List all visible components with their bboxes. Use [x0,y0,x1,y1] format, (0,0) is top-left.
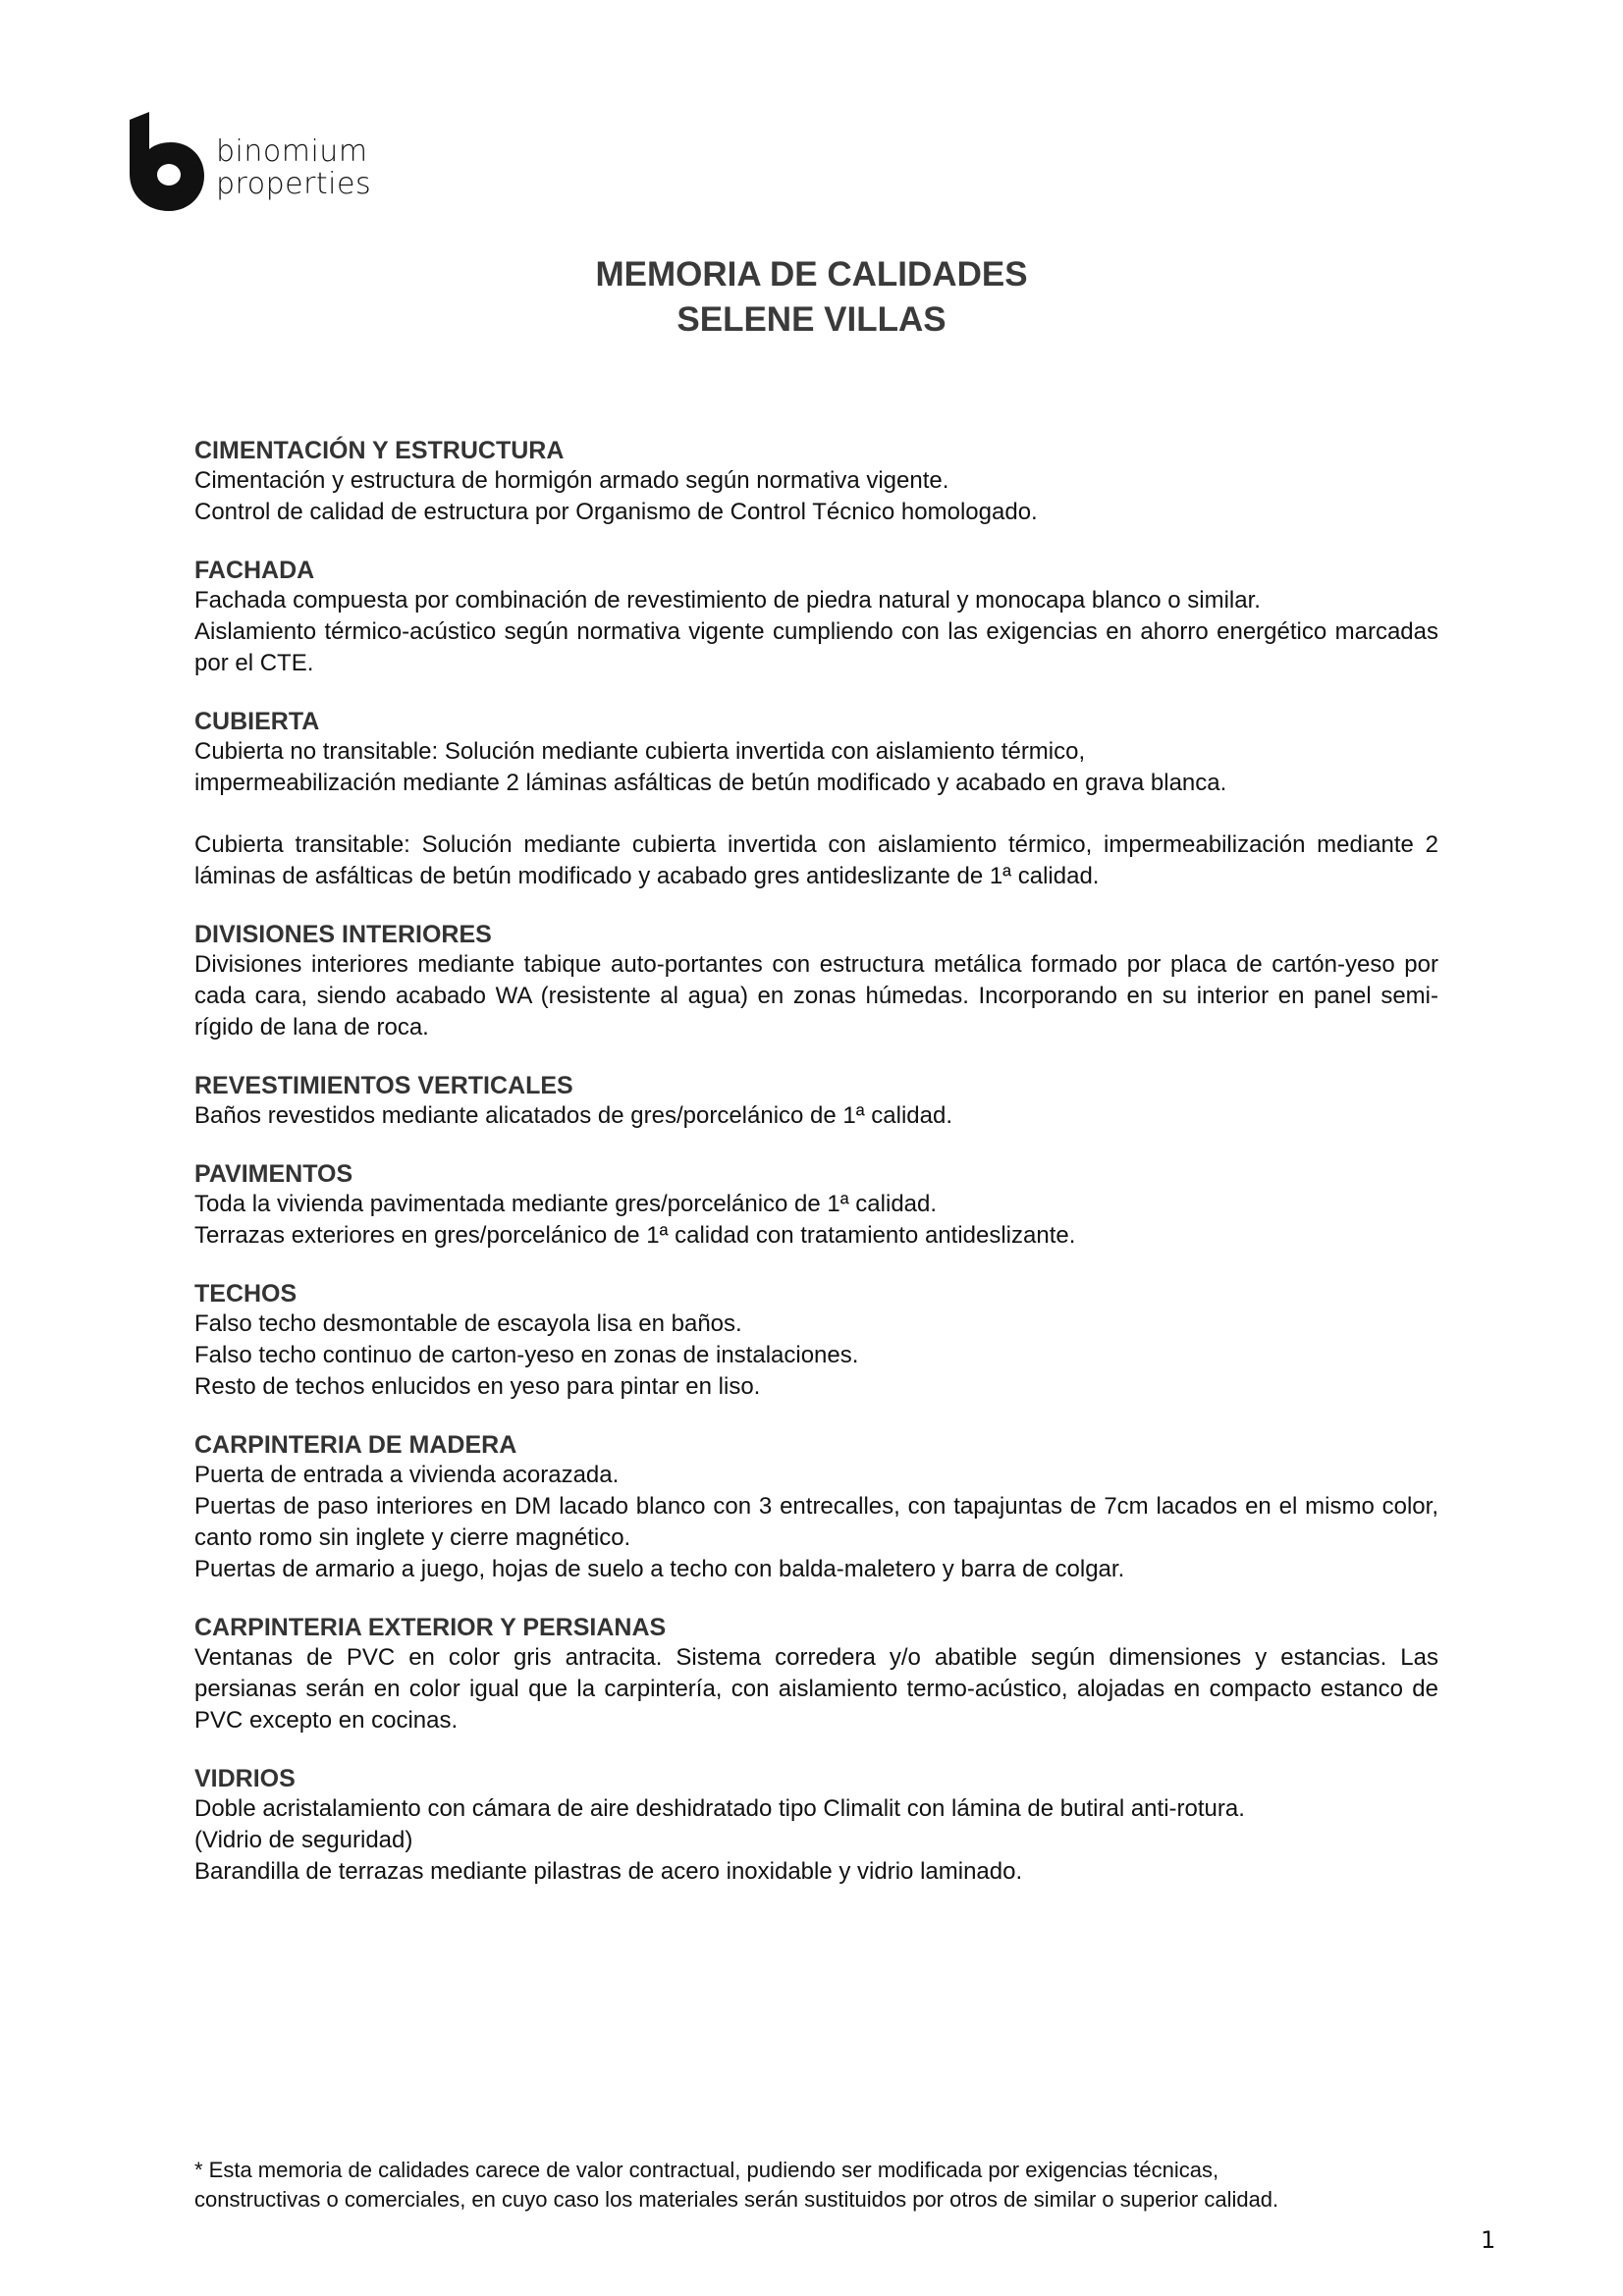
section-paragraph: Puertas de armario a juego, hojas de suelo a techo con balda-maletero y barra de colgar. [194,1556,1125,1582]
section-paragraph: Barandilla de terrazas mediante pilastras de acero inoxidable y vidrio laminado. [194,1858,1023,1885]
section-paragraph: Falso techo desmontable de escayola lisa en baños. [194,1310,742,1337]
title-line-1: MEMORIA DE CALIDADES [595,255,1028,294]
document-body [194,436,1438,1915]
section-paragraph: impermeabilización mediante 2 láminas asfálticas de betún modificado y acabado en grava blanca. [194,770,1227,796]
section [194,1071,1438,1132]
section-heading: FACHADA [194,557,315,584]
section-paragraph: Puerta de entrada a vivienda acorazada. [194,1462,620,1488]
section-heading: DIVISIONES INTERIORES [194,921,492,948]
title-line-2: SELENE VILLAS [676,300,947,339]
page-number: 1 [1481,2226,1496,2254]
section [194,1613,1438,1736]
section-heading: CIMENTACIÓN Y ESTRUCTURA [194,437,565,464]
section-heading: TECHOS [194,1280,298,1308]
section-paragraph: Resto de techos enlucidos en yeso para pintar en liso. [194,1373,761,1400]
footnote-line-2: constructivas o comerciales, en cuyo caso los materiales serán sustituidos por otros de similar o superior calidad. [194,2187,1279,2212]
section [194,920,1438,1043]
paragraph-spacer [194,799,1438,829]
logo-b-mark-icon [128,110,206,213]
logo-line-2: properties [216,167,372,201]
section [194,556,1438,679]
section-heading: REVESTIMIENTOS VERTICALES [194,1072,573,1099]
section-paragraph: Doble acristalamiento con cámara de aire deshidratado tipo Climalit con lámina de butiral anti-rotura. [194,1795,1245,1822]
footnote-line-1: * Esta memoria de calidades carece de valor contractual, pudiendo ser modificada por exigencias técnicas, [194,2158,1219,2182]
section-paragraph: Ventanas de PVC en color gris antracita. Sistema corredera y/o abatible según dimensiones y estancias. Las persianas serán en color igual que la carpintería, con aislamiento termo-acústico, alojadas en compacto estanco de PVC excepto en cocinas. [194,1644,1438,1734]
section [194,1764,1438,1888]
section-paragraph: Falso techo continuo de carton-yeso en zonas de instalaciones. [194,1342,859,1368]
section-paragraph: Aislamiento térmico-acústico según normativa vigente cumpliendo con las exigencias en ahorro energético marcadas por el CTE. [194,618,1438,676]
footnote [194,2156,1471,2215]
section [194,707,1438,892]
section-heading: CUBIERTA [194,708,320,735]
document-title [0,252,1623,343]
section-paragraph: Control de calidad de estructura por Organismo de Control Técnico homologado. [194,499,1038,525]
section-paragraph: (Vidrio de seguridad) [194,1827,413,1853]
section [194,1279,1438,1403]
section-paragraph: Fachada compuesta por combinación de revestimiento de piedra natural y monocapa blanco o similar. [194,587,1261,614]
section-paragraph: Toda la vivienda pavimentada mediante gres/porcelánico de 1ª calidad. [194,1191,938,1217]
logo-line-1: binomium [216,134,368,169]
section-paragraph: Divisiones interiores mediante tabique auto-portantes con estructura metálica formado por placa de cartón-yeso por cada cara, siendo acabado WA (resistente al agua) en zonas húmedas. Incorporando en su interior en panel semi-rígido de lana de roca. [194,951,1438,1041]
section-heading: VIDRIOS [194,1765,296,1792]
section [194,436,1438,528]
section-paragraph: Puertas de paso interiores en DM lacado blanco con 3 entrecalles, con tapajuntas de 7cm lacados en el mismo color, canto romo sin inglete y cierre magnético. [194,1493,1438,1551]
section-heading: CARPINTERIA EXTERIOR Y PERSIANAS [194,1614,667,1641]
logo-wordmark [216,135,371,200]
section-heading: CARPINTERIA DE MADERA [194,1431,517,1459]
section-paragraph: Cubierta transitable: Solución mediante cubierta invertida con aislamiento térmico, impermeabilización mediante 2 láminas de asfálticas de betún modificado y acabado gres antideslizante de 1ª calidad. [194,831,1438,889]
section-heading: PAVIMENTOS [194,1160,353,1188]
section-paragraph: Cubierta no transitable: Solución mediante cubierta invertida con aislamiento térmico, [194,738,1086,765]
company-logo [128,110,422,213]
section [194,1159,1438,1252]
section [194,1430,1438,1585]
section-paragraph: Cimentación y estructura de hormigón armado según normativa vigente. [194,467,949,494]
section-paragraph: Terrazas exteriores en gres/porcelánico de 1ª calidad con tratamiento antideslizante. [194,1222,1076,1249]
section-paragraph: Baños revestidos mediante alicatados de gres/porcelánico de 1ª calidad. [194,1102,953,1129]
